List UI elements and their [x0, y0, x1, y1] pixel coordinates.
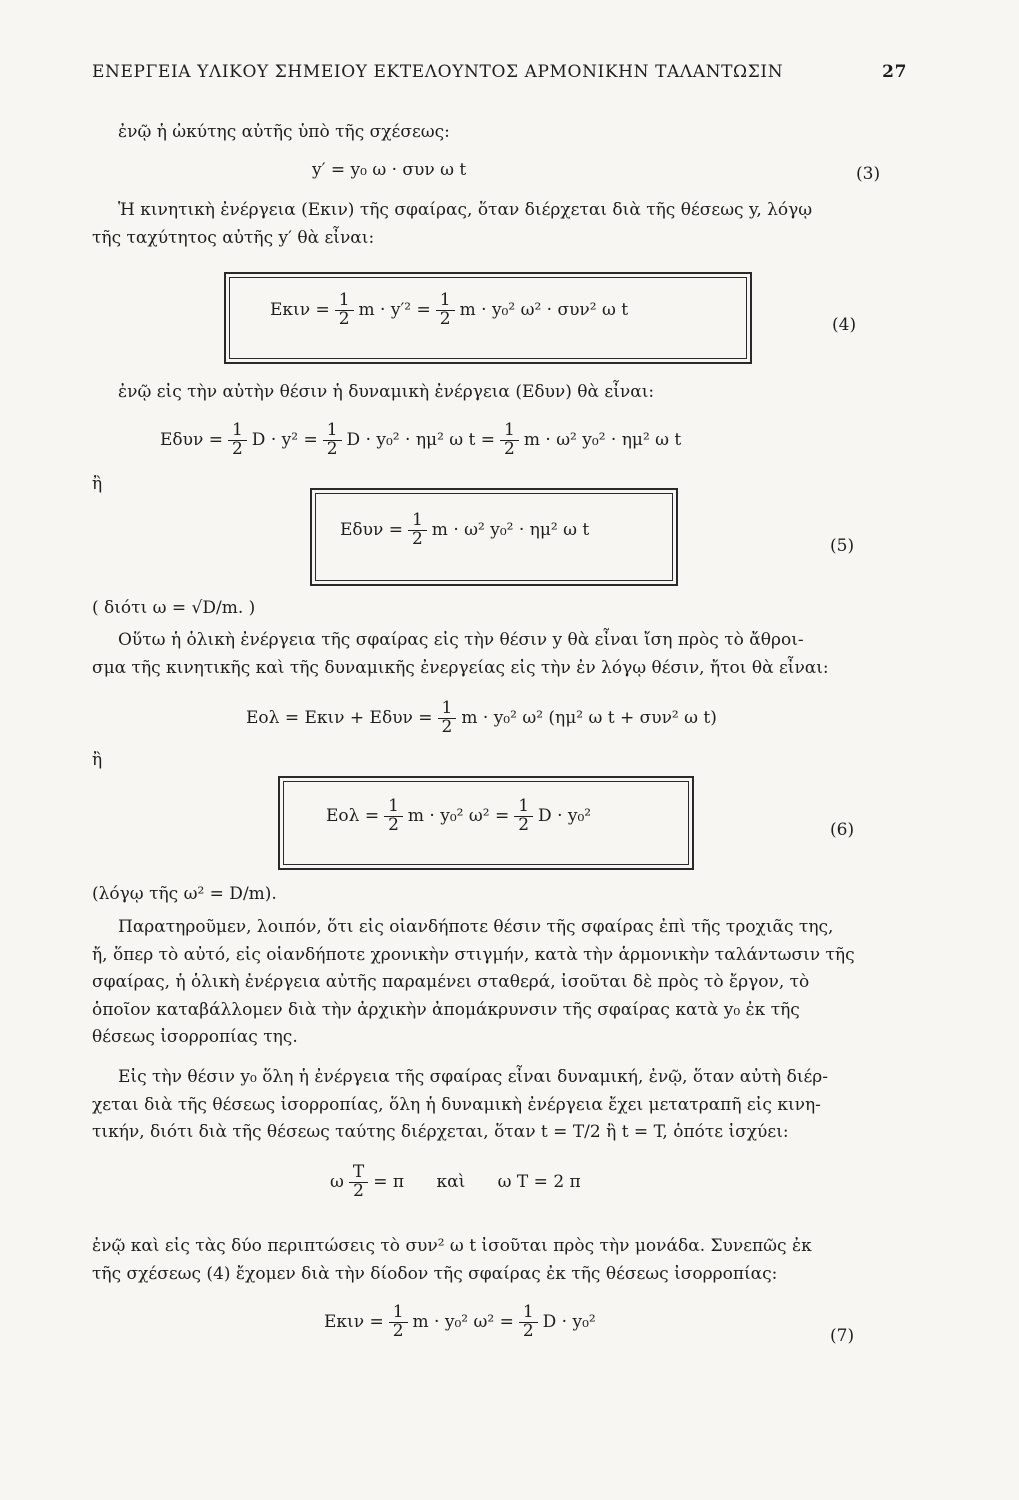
- eq-lhs: Eδυν =: [340, 520, 403, 541]
- frac-den: 2: [439, 308, 451, 329]
- frac-num: 1: [384, 798, 403, 817]
- frac-den: 2: [518, 814, 530, 835]
- equation-tag: (4): [832, 315, 857, 335]
- paragraph-line: Εἰς τὴν θέσιν y₀ ὅλη ἡ ἐνέργεια τῆς σφαίρας εἶναι δυναμική, ἐνῷ, ὅταν αὐτὴ διέρ-: [118, 1067, 829, 1087]
- fraction: [514, 798, 533, 835]
- frac-den: 2: [504, 438, 515, 459]
- paragraph-line: σφαίρας, ἡ ὁλικὴ ἐνέργεια αὐτῆς παραμένει σταθερά, ἰσοῦται δὲ πρὸς τὸ ἔργον, τὸ: [92, 972, 810, 992]
- equation-dynamic: [160, 422, 681, 459]
- frac-den: 2: [326, 438, 338, 459]
- eq-part: m · y₀² ω² · συν² ω t: [459, 300, 629, 321]
- eq-part: D · y₀²: [542, 1312, 596, 1333]
- frac-den: 2: [353, 1180, 364, 1201]
- frac-den: 2: [441, 716, 453, 737]
- eq-lhs: Eκιν =: [270, 300, 330, 321]
- equation-expr: y′ = y₀ ω · συν ω t: [312, 160, 467, 180]
- fraction: [519, 1304, 538, 1341]
- text-line: ἐνῷ εἰς τὴν αὐτὴν θέσιν ἡ δυναμικὴ ἐνέργεια (Eδυν) θὰ εἶναι:: [118, 382, 655, 402]
- fraction: [323, 422, 342, 459]
- eq-part: m · y₀² ω² =: [412, 1312, 514, 1333]
- paragraph-line: ὁποῖον καταβάλλομεν διὰ τὴν ἀρχικὴν ἀπομάκρυνσιν τῆς σφαίρας κατὰ y₀ ἐκ τῆς: [92, 999, 800, 1020]
- paragraph-line: ἤ, ὅπερ τὸ αὐτό, εἰς οἱανδήποτε χρονικὴν στιγμήν, κατὰ τὴν ἁρμονικὴν ταλάντωσιν τῆς: [92, 944, 855, 965]
- fraction: [500, 422, 519, 459]
- frac-num: 1: [323, 422, 342, 441]
- text-eta: ἢ: [92, 474, 103, 494]
- fraction: [349, 1164, 368, 1201]
- eq-part: D · y₀²: [538, 806, 592, 827]
- eq-part: = π καὶ ω T = 2 π: [373, 1172, 581, 1193]
- text-line: τῆς ταχύτητος αὐτῆς y′ θὰ εἶναι:: [92, 228, 375, 248]
- eq-lhs: Eκιν =: [324, 1312, 384, 1333]
- text-line: Οὕτω ἡ ὁλικὴ ἐνέργεια τῆς σφαίρας εἰς τὴν θέσιν y θὰ εἶναι ἴση πρὸς τὸ ἄθροι-: [118, 630, 804, 650]
- equation-tag: (3): [856, 164, 881, 184]
- fraction: [436, 292, 455, 329]
- paragraph-1: [92, 914, 902, 1052]
- fraction: [408, 512, 427, 549]
- frac-den: 2: [522, 1320, 534, 1341]
- fraction: [335, 292, 354, 329]
- equation-tag: (5): [830, 536, 855, 556]
- text-line: σμα τῆς κινητικῆς καὶ τῆς δυναμικῆς ἐνεργείας εἰς τὴν ἐν λόγῳ θέσιν, ἤτοι θὰ εἶναι:: [92, 658, 829, 678]
- text-line: (λόγῳ τῆς ω² = D/m).: [92, 884, 277, 904]
- equation-period: [330, 1164, 581, 1201]
- eq-part: m · y₀² ω² =: [407, 806, 510, 827]
- fraction: [438, 700, 457, 737]
- running-header: [92, 62, 907, 82]
- eq-lhs: Eδυν =: [160, 430, 223, 451]
- frac-num: T: [349, 1164, 368, 1183]
- eq-lhs: Eολ = Eκιν + Eδυν =: [246, 708, 433, 729]
- paragraph-line: ἐνῷ καὶ εἰς τὰς δύο περιπτώσεις τὸ συν² ω t ἰσοῦται πρὸς τὴν μονάδα. Συνεπῶς ἐκ: [92, 1236, 812, 1256]
- frac-num: 1: [519, 1304, 538, 1323]
- frac-num: 1: [389, 1304, 408, 1323]
- eq-part: m · y′² =: [358, 300, 431, 321]
- paragraph-2: [92, 1064, 902, 1147]
- paragraph-line: Παρατηροῦμεν, λοιπόν, ὅτι εἰς οἱανδήποτε θέσιν τῆς σφαίρας ἐπὶ τῆς τροχιᾶς της,: [118, 917, 834, 937]
- text-eta: ἢ: [92, 750, 103, 770]
- frac-num: 1: [228, 422, 247, 441]
- frac-num: 1: [408, 512, 427, 531]
- frac-num: 1: [436, 292, 455, 311]
- text-line: ἐνῷ ἡ ὠκύτης αὐτῆς ὑπὸ τῆς σχέσεως:: [118, 122, 450, 142]
- paragraph-line: θέσεως ἰσορροπίας της.: [92, 1027, 298, 1047]
- frac-num: 1: [500, 422, 519, 441]
- equation-tag: (7): [830, 1326, 855, 1346]
- fraction: [384, 798, 403, 835]
- frac-num: 1: [438, 700, 457, 719]
- fraction: [389, 1304, 408, 1341]
- eq-part: m · y₀² ω² (ημ² ω t + συν² ω t): [461, 708, 717, 729]
- frac-den: 2: [388, 814, 399, 835]
- equation-tag: (6): [830, 820, 855, 840]
- page-number: 27: [882, 62, 907, 82]
- paragraph-line: χεται διὰ τῆς θέσεως ἰσορροπίας, ὅλη ἡ δυναμικὴ ἐνέργεια ἔχει μετατραπῆ εἰς κινη-: [92, 1094, 821, 1115]
- equation-7: [324, 1304, 596, 1341]
- text-line: ( διότι ω = √D/m. ): [92, 598, 256, 618]
- paragraph-3: [92, 1232, 902, 1288]
- paragraph-line: τῆς σχέσεως (4) ἔχομεν διὰ τὴν δίοδον τῆς σφαίρας ἐκ τῆς θέσεως ἰσορροπίας:: [92, 1264, 778, 1284]
- frac-den: 2: [411, 528, 423, 549]
- fraction: [228, 422, 247, 459]
- frac-den: 2: [392, 1320, 404, 1341]
- eq-part: m · ω² y₀² · ημ² ω t: [431, 520, 590, 541]
- paragraph-line: τικήν, διότι διὰ τῆς θέσεως ταύτης διέρχεται, ὅταν t = T/2 ἢ t = T, ὁπότε ἰσχύει:: [92, 1122, 789, 1142]
- eq-part: D · y₀² · ημ² ω t =: [346, 430, 496, 451]
- eq-part: m · ω² y₀² · ημ² ω t: [523, 430, 682, 451]
- equation-6: [326, 798, 591, 835]
- text-line: Ἡ κινητικὴ ἐνέργεια (Eκιν) τῆς σφαίρας, ὅταν διέρχεται διὰ τῆς θέσεως y, λόγῳ: [118, 200, 813, 220]
- eq-lhs: Eολ =: [326, 806, 380, 827]
- frac-den: 2: [231, 438, 243, 459]
- equation-4: [270, 292, 628, 329]
- header-title: ΕΝΕΡΓΕΙΑ ΥΛΙΚΟΥ ΣΗΜΕΙΟΥ ΕΚΤΕΛΟΥΝΤΟΣ ΑΡΜΟΝΙΚΗΝ ΤΑΛΑΝΤΩΣΙΝ: [92, 62, 784, 82]
- eq-part: ω: [330, 1172, 344, 1193]
- frac-num: 1: [514, 798, 533, 817]
- frac-num: 1: [335, 292, 354, 311]
- eq-part: D · y² =: [251, 430, 318, 451]
- equation-3: [312, 160, 466, 180]
- equation-5: [340, 512, 589, 549]
- equation-total: [246, 700, 717, 737]
- frac-den: 2: [338, 308, 350, 329]
